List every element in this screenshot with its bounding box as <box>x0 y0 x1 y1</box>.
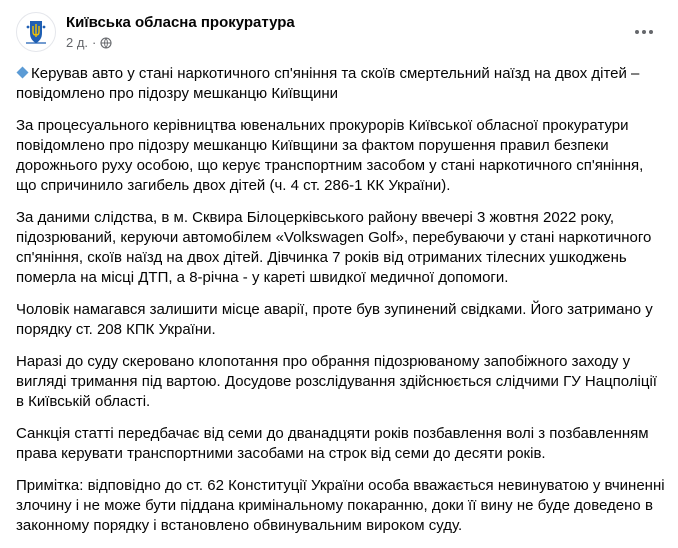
post-paragraph: За процесуального керівництва ювенальних прокурорів Київської обласної прокуратури повідомлено про підозру мешканцю Київщини за фактом порушення правил безпеки дорожнього руху особою, що керує транспортним засобом у стані наркотичного сп'яніння, що спричинило загибель двох дітей (ч. 4 ст. 286-1 КК України). <box>16 117 644 194</box>
post-paragraph: Наразі до суду скеровано клопотання про обрання підозрюваному запобіжного заходу у вигляді тримання під вартою. Досудове розслідування здійснюється слідчими ГУ Нацполіції в Київській області. <box>16 353 657 410</box>
page-name[interactable]: Київська обласна прокуратура <box>66 14 295 31</box>
more-dots-icon <box>634 29 654 35</box>
post-body <box>16 64 666 548</box>
meta-separator: · <box>92 35 97 50</box>
post-paragraph: Санкція статті передбачає від семи до дванадцяти років позбавлення волі з позбавленням права керувати транспортними засобами на строк від семи до десяти років. <box>16 425 649 462</box>
blue-diamond-icon <box>16 65 29 78</box>
post-header <box>16 8 662 56</box>
prosecutor-emblem-icon <box>17 13 55 51</box>
more-options-button[interactable] <box>626 14 662 50</box>
post-meta <box>66 35 112 51</box>
post-paragraph: Примітка: відповідно до ст. 62 Конституції України особа вважається невинуватою у вчиненні злочину і не може бути піддана кримінальному покаранню, доки її вину не буде доведено в законному порядку і встановлено обвинувальним вироком суду. <box>16 477 665 534</box>
post-headline: Керував авто у стані наркотичного сп'яніння та скоїв смертельний наїзд на двох дітей – повідомлено про підозру мешканцю Київщини <box>16 65 640 102</box>
post-paragraph: За даними слідства, в м. Сквира Білоцерківського району ввечері 3 жовтня 2022 року, підозрюваний, керуючи автомобілем «Volkswagen Golf», перебуваючи у стані наркотичного сп'яніння, скоїв наїзд на двох дітей. Дівчинка 7 років від отриманих тілесних ушкоджень померла на місці ДТП, а 8-річна - у кареті швидкої медичної допомоги. <box>16 209 652 286</box>
post-time[interactable]: 2 д. <box>66 35 89 50</box>
post-paragraph: Чоловік намагався залишити місце аварії, проте був зупинений свідками. Його затримано у порядку ст. 208 КПК України. <box>16 301 653 338</box>
page-avatar[interactable] <box>16 12 56 52</box>
globe-icon[interactable] <box>100 37 112 49</box>
post-paragraph <box>16 64 666 104</box>
